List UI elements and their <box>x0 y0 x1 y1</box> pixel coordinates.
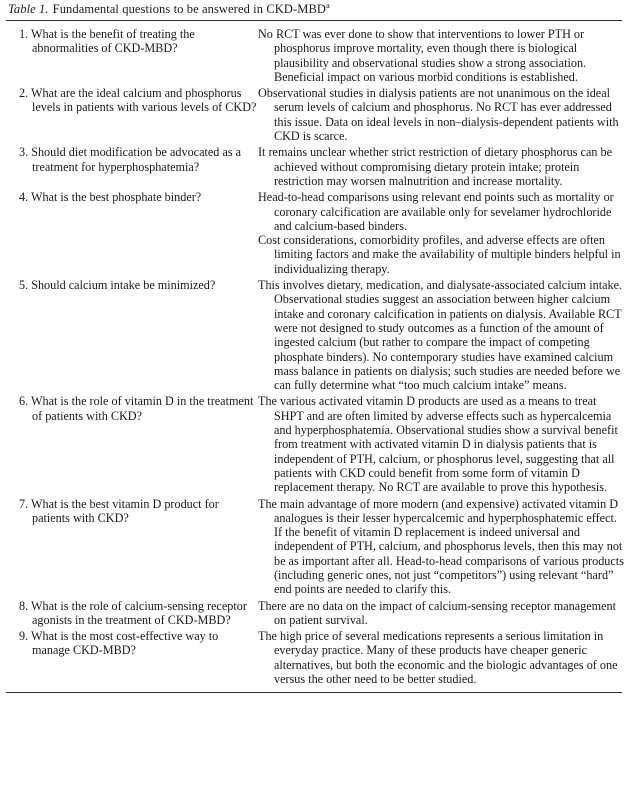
answer-paragraph: Head-to-head comparisons using relevant end points such as mortality or coronary calcification are available only for sevelamer hydrochloride and calcium-based binders. <box>258 190 614 233</box>
caption-text: Fundamental questions to be answered in CKD-MBD <box>52 2 327 16</box>
question-body: What are the ideal calcium and phosphorus levels in patients with various levels of CKD? <box>30 86 257 115</box>
question-text <box>6 27 258 56</box>
question-body: Should calcium intake be minimized? <box>31 278 216 293</box>
table-row <box>6 278 628 394</box>
answer-paragraph: The main advantage of more modern (and expensive) activated vitamin D analogues is their lesser hypercalcemic and hyperphosphatemic effect. If the benefit of vitamin D replacement is indeed universal and independent of PTH, calcium, and phosphorus levels, then this may not be as important after all. Head-to-head comparisons of various products (including generic ones, not just “competitors”) using relevant “hard” end points are needed to clarify this. <box>258 496 624 597</box>
question-text <box>6 497 258 526</box>
table-row <box>6 86 628 145</box>
table-row <box>6 497 628 599</box>
question-text <box>6 145 258 174</box>
table-bottom-rule <box>6 692 622 693</box>
table-body <box>6 27 628 688</box>
answer-cell <box>258 278 628 394</box>
questions-answers-table <box>6 27 628 688</box>
question-body: What is the most cost-effective way to manage CKD-MBD? <box>30 629 219 658</box>
answer-paragraph: The high price of several medications represents a serious limitation in everyday practice. Many of these products have cheaper generic alternatives, but both the economic and the biologic advantages of one versus the other need to be better studied. <box>258 629 618 687</box>
footnote-marker: a <box>326 0 330 10</box>
question-text <box>6 599 258 628</box>
table-row <box>6 629 628 688</box>
question-text <box>6 278 258 292</box>
question-body: What is the benefit of treating the abnormalities of CKD-MBD? <box>30 27 195 56</box>
answer-cell <box>258 145 628 190</box>
table-row <box>6 394 628 496</box>
answer-cell <box>258 629 628 688</box>
table-row <box>6 145 628 190</box>
question-number: 4. <box>19 190 29 205</box>
question-text <box>6 394 258 423</box>
table-label: Table 1. <box>8 2 49 16</box>
question-number: 8. <box>19 598 29 613</box>
answer-cell <box>258 497 628 599</box>
question-cell <box>6 497 258 599</box>
table-top-rule <box>6 20 622 21</box>
question-text <box>6 629 258 658</box>
answer-cell <box>258 86 628 145</box>
table-row <box>6 599 628 630</box>
table-caption <box>6 0 622 20</box>
table-row <box>6 27 628 86</box>
answer-paragraph: It remains unclear whether strict restriction of dietary phosphorus can be achieved without compromising dietary protein intake; protein restriction may worsen malnutrition and increase mortality. <box>258 145 612 188</box>
answer-paragraph: This involves dietary, medication, and dialysate-associated calcium intake. Observational studies suggest an association between higher calcium intake and coronary calcification in patients on dialysis. Available RCT were not designed to study outcomes as a function of the amount of ingested calcium (but rather to compare the impact of competing phosphate binders). No contemporary studies have examined calcium mass balance in patients on dialysis; such studies are needed before we can fully determine what “too much calcium intake” means. <box>258 278 623 393</box>
answer-cell <box>258 27 628 86</box>
question-cell <box>6 27 258 86</box>
question-body: What is the role of calcium-sensing receptor agonists in the treatment of CKD-MBD? <box>30 598 247 627</box>
answer-paragraph: Cost considerations, comorbidity profiles, and adverse effects are often limiting factors and make the availability of multiple binders helpful in individualizing therapy. <box>258 233 621 276</box>
question-number: 1. <box>19 27 29 41</box>
question-body: Should diet modification be advocated as a treatment for hyperphosphatemia? <box>31 145 242 174</box>
answer-cell <box>258 190 628 278</box>
answer-paragraph: No RCT was ever done to show that interventions to lower PTH or phosphorus improve mortality, even though there is biological plausibility and observational studies show a strong association. Beneficial impact on various morbid conditions is established. <box>258 27 587 84</box>
question-cell <box>6 190 258 278</box>
question-number: 5. <box>19 278 29 293</box>
question-text <box>6 190 258 204</box>
question-body: What is the best phosphate binder? <box>30 190 202 205</box>
question-text <box>6 86 258 115</box>
question-number: 3. <box>19 145 29 160</box>
question-cell <box>6 145 258 190</box>
question-body: What is the best vitamin D product for patients with CKD? <box>30 496 219 525</box>
question-cell <box>6 86 258 145</box>
question-number: 9. <box>19 629 29 644</box>
answer-cell <box>258 599 628 630</box>
answer-paragraph: There are no data on the impact of calcium-sensing receptor management on patient survival. <box>258 598 617 627</box>
answer-paragraph: The various activated vitamin D products are used as a means to treat SHPT and are often limited by adverse effects such as hypercalcemia and hyperphosphatemia. Observational studies show a survival benefit from treatment with activated vitamin D in dialysis patients that is independent of PTH, calcium, or phosphorus level, suggesting that all patients with CKD could benefit from some form of vitamin D replacement therapy. No RCT are available to prove this hypothesis. <box>258 394 618 495</box>
table-row <box>6 190 628 278</box>
question-number: 2. <box>19 86 29 101</box>
question-cell <box>6 629 258 688</box>
question-number: 6. <box>19 394 29 409</box>
question-number: 7. <box>19 496 29 511</box>
answer-cell <box>258 394 628 496</box>
answer-paragraph: Observational studies in dialysis patients are not unanimous on the ideal serum levels of calcium and phosphorus. No RCT has ever addressed this issue. Data on ideal levels in non–dialysis-dependent patients with CKD is scarce. <box>258 86 619 144</box>
question-body: What is the role of vitamin D in the treatment of patients with CKD? <box>30 394 254 423</box>
question-cell <box>6 599 258 630</box>
question-cell <box>6 278 258 394</box>
question-cell <box>6 394 258 496</box>
